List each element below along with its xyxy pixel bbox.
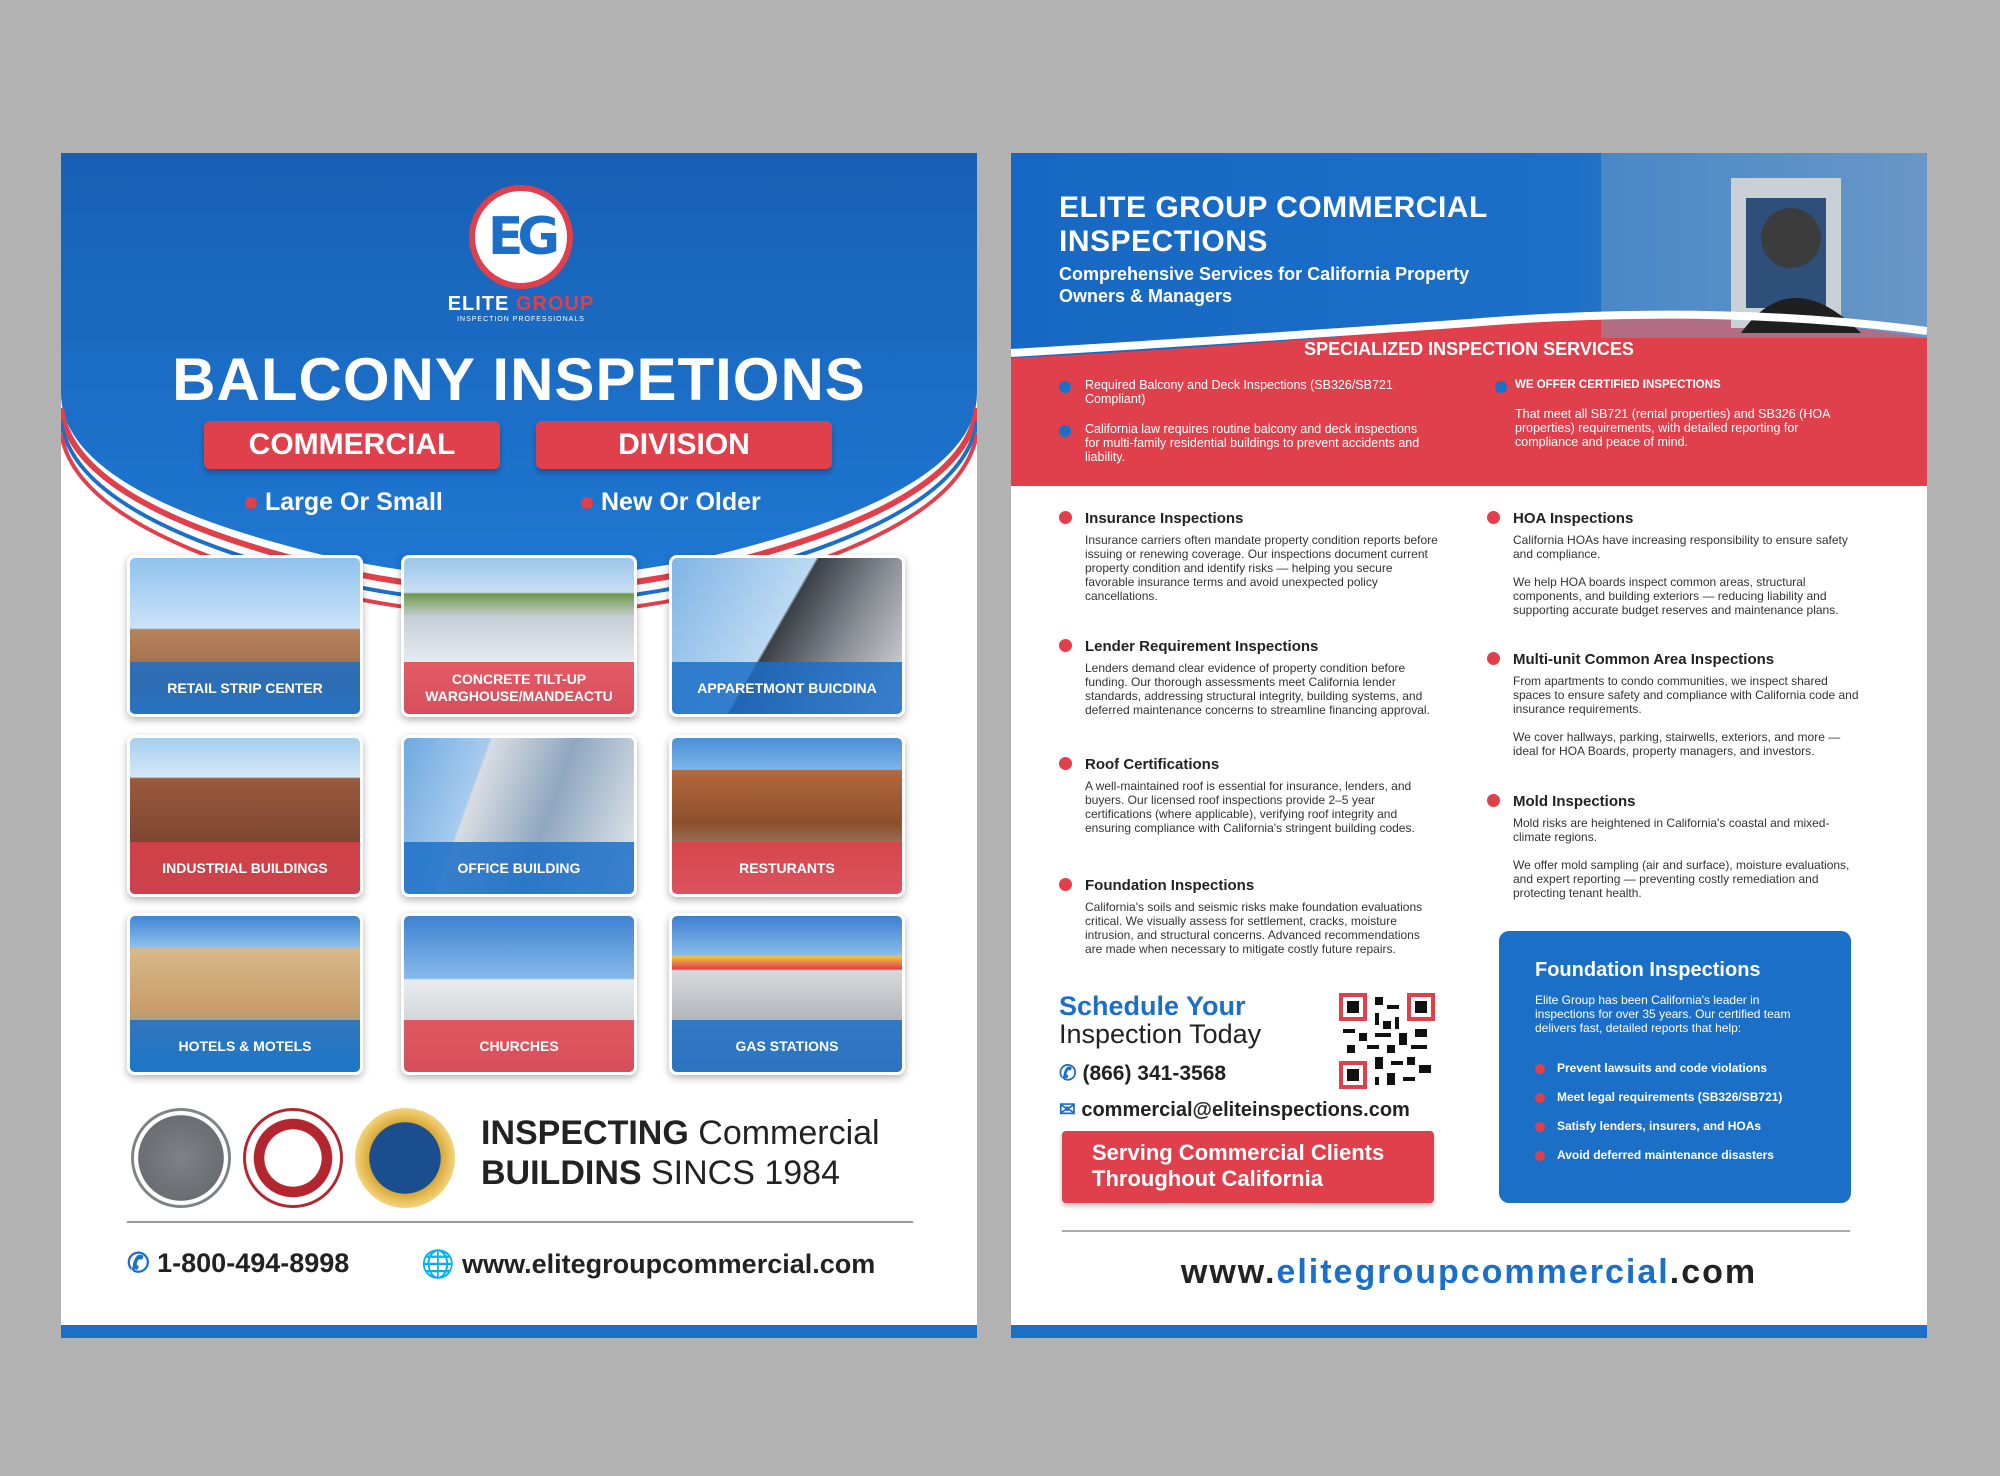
logo-tagline: INSPECTION PROFESSIONALS <box>457 316 585 323</box>
service-hoa: HOA Inspections California HOAs have increasing responsibility to ensure safety and compliance. We help HOA boards inspect common areas, structural components, and building exteriors — reducing liability and supporting accurate budget reserves and maintenance plans. <box>1487 510 1867 617</box>
master-inspector-badge <box>355 1108 455 1208</box>
service-insurance: Insurance Inspections Insurance carriers often mandate property condition reports before issuing or renewing coverage. Our inspections document current property condition and identify risks — helping you secure favorable insurance terms and avoid unexpected policy cancellations. <box>1059 510 1439 603</box>
division-pill: DIVISION <box>536 421 832 469</box>
red-item-4: That meet all SB721 (rental properties) and SB326 (HOA properties) requirements, with detailed reporting for compliance and peace of mind. <box>1515 407 1830 449</box>
realtors-badge <box>131 1108 231 1208</box>
back-title: ELITE GROUP COMMERCIAL INSPECTIONS <box>1059 191 1488 258</box>
back-website[interactable]: www.elitegroupcommercial.com <box>1180 1253 1758 1291</box>
schedule-line2: Inspection Today <box>1059 1019 1262 1049</box>
logo-mark: EG <box>469 185 573 289</box>
bullet-dot-icon <box>1535 1151 1545 1161</box>
back-flyer <box>1011 153 1927 1338</box>
service-foundation: Foundation Inspections California's soils and seismic risks make foundation evaluations critical. We visually assess for settlement, cracks, moisture intrusion, and structural concerns. Advanced recommendations are made when necessary to mitigate costly future repairs. <box>1059 877 1439 956</box>
check-icon <box>1495 381 1507 393</box>
logo-name: ELITE GROUP <box>447 293 595 315</box>
bullet-dot-icon <box>245 497 257 509</box>
main-title: BALCONY INSPETIONS <box>172 346 866 413</box>
check-icon <box>1059 425 1071 437</box>
ccpia-badge <box>243 1108 343 1208</box>
bottom-bar <box>1011 1325 1927 1338</box>
phone-icon: ✆ <box>1059 1062 1077 1085</box>
phone-icon: ✆ <box>127 1248 150 1278</box>
foundation-item: Satisfy lenders, insurers, and HOAs <box>1535 1119 1761 1133</box>
tile-church: CHURCHES <box>401 913 637 1075</box>
serving-banner: Serving Commercial Clients Throughout California <box>1062 1131 1434 1203</box>
tile-restaurant: RESTURANTS <box>669 735 905 897</box>
commercial-pill: COMMERCIAL <box>204 421 500 469</box>
bullet-dot-icon <box>581 497 593 509</box>
back-subtitle: Comprehensive Services for California Property Owners & Managers <box>1059 264 1470 306</box>
elite-group-logo <box>416 185 626 323</box>
inspecting-since: INSPECTING Commercial BUILDINS SINCS 1984 <box>481 1114 880 1192</box>
back-email[interactable]: ✉ commercial@eliteinspections.com <box>1059 1099 1410 1121</box>
bullet-dot-icon <box>1535 1064 1545 1074</box>
bullet-dot-icon <box>1535 1093 1545 1103</box>
service-mold: Mold Inspections Mold risks are heightened in California's coastal and mixed-climate regions. We offer mold sampling (air and surface), moisture evaluations, and expert reporting — preventing costly remediation and protecting tenant health. <box>1487 793 1867 900</box>
service-roof: Roof Certifications A well-maintained roof is essential for insurance, lenders, and buyers. Our licensed roof inspections provide 2–5 year certifications (where applicable), verifying roof integrity and ensuring compliance with California's stringent building codes. <box>1059 756 1439 835</box>
foundation-item: Avoid deferred maintenance disasters <box>1535 1148 1774 1162</box>
specialized-heading: SPECIALIZED INSPECTION SERVICES <box>1304 339 1634 359</box>
front-flyer <box>61 153 977 1338</box>
tile-apartment: APPARETMONT BUICDINA <box>669 555 905 717</box>
qr-code-icon[interactable] <box>1339 993 1435 1089</box>
tile-warehouse: CONCRETE TILT-UP WARGHOUSE/MANDEACTU <box>401 555 637 717</box>
foundation-item: Prevent lawsuits and code violations <box>1535 1061 1767 1075</box>
tile-gas-station: GAS STATIONS <box>669 913 905 1075</box>
foundation-item: Meet legal requirements (SB326/SB721) <box>1535 1090 1782 1104</box>
front-phone[interactable]: ✆ 1-800-494-8998 <box>127 1248 350 1278</box>
front-website[interactable]: 🌐 www.elitegroupcommercial.com <box>421 1249 876 1279</box>
service-lender: Lender Requirement Inspections Lenders demand clear evidence of property condition before funding. Our thorough assessments meet California lender standards, addressing structural integrity, building systems, and deferred maintenance concerns to streamline financing approval. <box>1059 638 1439 717</box>
foundation-box: Foundation Inspections Elite Group has been California's leader in inspections for over 35 years. Our certified team delivers fast, detailed reports that help: Prevent lawsuits and code violations Meet legal requirements (SB326/SB721) Satisfy lenders, insurers, and HOAs Avoid deferred maintenance disasters <box>1499 931 1851 1203</box>
divider <box>1062 1230 1850 1232</box>
bottom-bar <box>61 1325 977 1338</box>
check-icon <box>1059 381 1071 393</box>
red-item-3: WE OFFER CERTIFIED INSPECTIONS <box>1515 379 1721 391</box>
back-phone[interactable]: ✆ (866) 341-3568 <box>1059 1062 1227 1085</box>
schedule-line1: Schedule Your <box>1059 991 1246 1021</box>
tile-retail: RETAIL STRIP CENTER <box>127 555 363 717</box>
bullet-new-older: New Or Older <box>581 488 761 517</box>
tile-industrial: INDUSTRIAL BUILDINGS <box>127 735 363 897</box>
bullet-dot-icon <box>1535 1122 1545 1132</box>
globe-icon: 🌐 <box>421 1249 455 1279</box>
envelope-icon: ✉ <box>1059 1099 1076 1121</box>
divider <box>127 1221 913 1223</box>
red-item-2: California law requires routine balcony and deck inspections for multi-family residential buildings to prevent accidents and liability. <box>1085 422 1420 464</box>
service-multi-unit: Multi-unit Common Area Inspections From apartments to condo communities, we inspect shared spaces to ensure safety and compliance with California code and insurance requirements. We cover hallways, parking, stairwells, exteriors, and more — ideal for HOA Boards, property managers, and investors. <box>1487 651 1867 758</box>
tile-office: OFFICE BUILDING <box>401 735 637 897</box>
red-item-1: Required Balcony and Deck Inspections (SB326/SB721 Compliant) <box>1085 378 1393 406</box>
bullet-large-small: Large Or Small <box>245 488 443 517</box>
tile-hotel: HOTELS & MOTELS <box>127 913 363 1075</box>
